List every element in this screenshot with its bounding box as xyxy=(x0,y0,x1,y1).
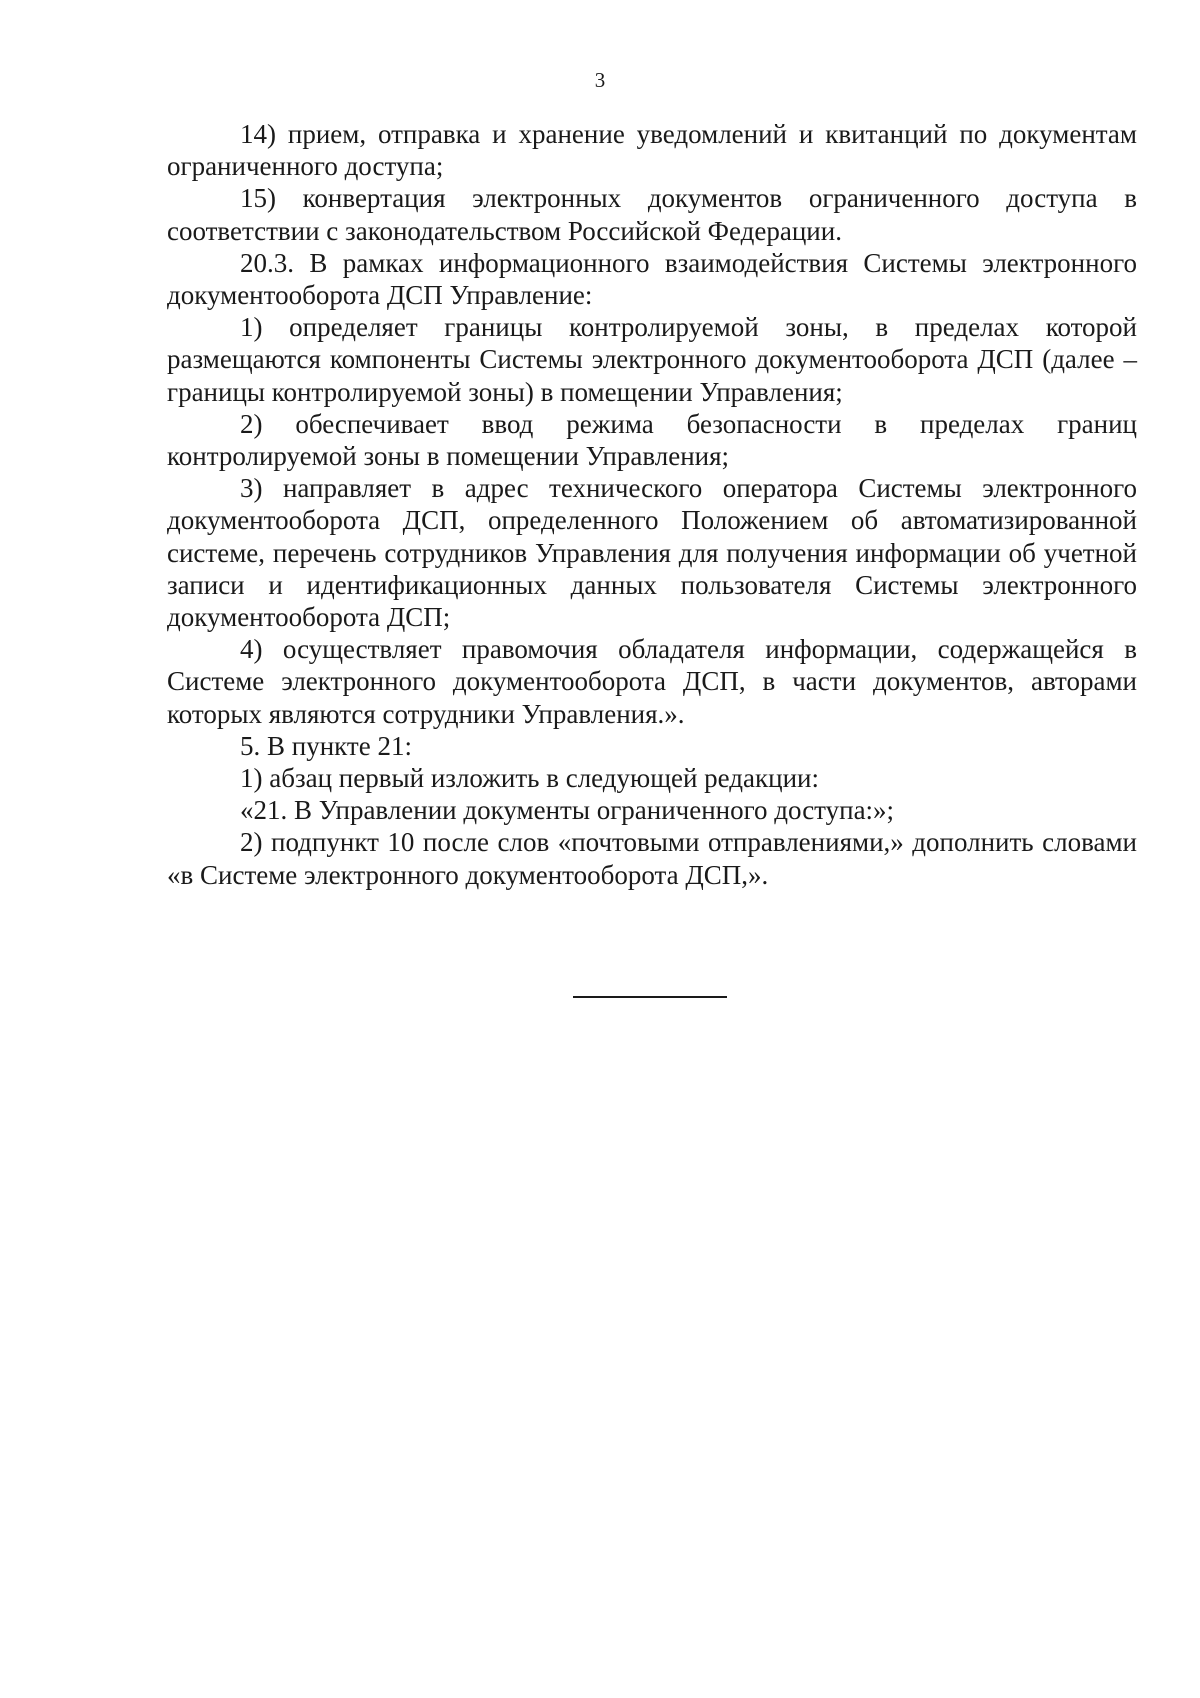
paragraph-item-3-employee-list: 3) направляет в адрес технического оператора Системы электронного документооборота ДСП, определенного Положением об автоматизированной системе, перечень сотрудников Управления для получения информации об учетной записи и идентификационных данных пользователя Системы электронного документооборота ДСП; xyxy=(167,473,1137,633)
paragraph-item-14: 14) прием, отправка и хранение уведомлений и квитанций по документам ограниченного доступа; xyxy=(167,119,1137,182)
paragraph-item-2-security-mode: 2) обеспечивает ввод режима безопасности в пределах границ контролируемой зоны в помещении Управления; xyxy=(167,408,1137,472)
paragraph-item-1-first-paragraph: 1) абзац первый изложить в следующей редакции: xyxy=(240,763,819,794)
paragraph-quote-21: «21. В Управлении документы ограниченного доступа:»; xyxy=(240,795,895,826)
end-separator-line xyxy=(573,996,727,998)
document-body xyxy=(167,118,1137,891)
paragraph-section-20-3: 20.3. В рамках информационного взаимодействия Системы электронного документооборота ДСП Управление: xyxy=(167,247,1137,311)
paragraph-item-15: 15) конвертация электронных документов ограниченного доступа в соответствии с законодательством Российской Федерации. xyxy=(167,183,1137,246)
paragraph-item-1-control-zone: 1) определяет границы контролируемой зоны, в пределах которой размещаются компоненты Системы электронного документооборота ДСП (далее – границы контролируемой зоны) в помещении Управления; xyxy=(167,312,1137,407)
paragraph-item-4-owner-rights: 4) осуществляет правомочия обладателя информации, содержащейся в Системе электронного документооборота ДСП, в части документов, авторами которых являются сотрудники Управления.». xyxy=(167,634,1137,729)
paragraph-section-5: 5. В пункте 21: xyxy=(240,730,412,761)
page-number: 3 xyxy=(594,68,606,92)
paragraph-item-2-subparagraph-10: 2) подпункт 10 после слов «почтовыми отправлениями,» дополнить словами «в Системе электронного документооборота ДСП,». xyxy=(167,827,1137,890)
